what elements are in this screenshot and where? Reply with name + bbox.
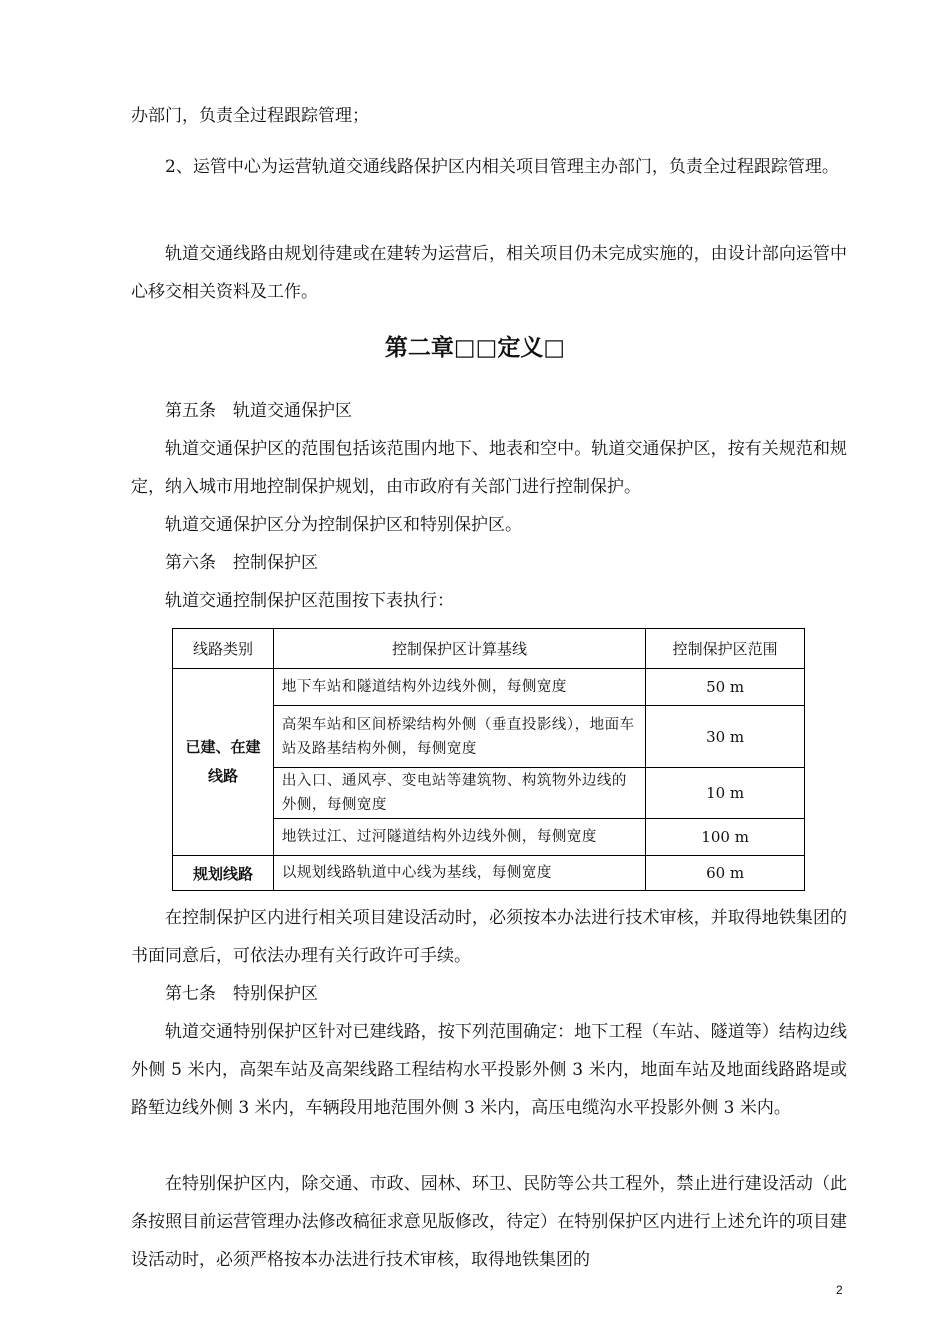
article-5-body-2: 轨道交通保护区分为控制保护区和特别保护区。	[165, 515, 522, 535]
table-cell-value: 10 m	[646, 768, 805, 819]
category-built-label: 已建、在建线路	[185, 738, 261, 785]
table-cell-desc: 地铁过江、过河隧道结构外边线外侧，每侧宽度	[273, 819, 645, 856]
table-header: 控制保护区范围	[646, 629, 805, 669]
paragraph-continuation: 办部门，负责全过程跟踪管理；	[131, 106, 369, 126]
article-5-title: 第五条 轨道交通保护区	[165, 401, 352, 421]
table-row	[173, 856, 805, 891]
article-7-body: 轨道交通特别保护区针对已建线路，按下列范围确定：地下工程（车站、隧道等）结构边线外侧 5 米内，高架车站及高架线路工程结构水平投影外侧 3 米内，地面车站及地面线路路堤或路堑边线外侧 3 米内，车辆段用地范围外侧 3 米内，高压电缆沟水平投影外侧 3 米内。	[131, 1022, 847, 1118]
paragraph-after-table: 在控制保护区内进行相关项目建设活动时，必须按本办法进行技术审核，并取得地铁集团的书面同意后，可依法办理有关行政许可手续。	[131, 908, 847, 966]
article-7-body-2: 在特别保护区内，除交通、市政、园林、环卫、民防等公共工程外，禁止进行建设活动（此条按照目前运营管理办法修改稿征求意见版修改，待定）在特别保护区内进行上述允许的项目建设活动时，必须严格按本办法进行技术审核，取得地铁集团的	[131, 1174, 847, 1270]
protection-zone-table	[172, 628, 805, 891]
article-7-title: 第七条 特别保护区	[165, 984, 318, 1004]
table-cell-desc: 高架车站和区间桥梁结构外侧（垂直投影线），地面车站及路基结构外侧，每侧宽度	[273, 706, 645, 768]
table-cell-desc: 地下车站和隧道结构外边线外侧，每侧宽度	[273, 669, 645, 706]
table-cell-value: 50 m	[646, 669, 805, 706]
category-planned-label: 规划线路	[173, 856, 274, 891]
article-5-body: 轨道交通保护区的范围包括该范围内地下、地表和空中。轨道交通保护区，按有关规范和规定，纳入城市用地控制保护规划，由市政府有关部门进行控制保护。	[131, 439, 847, 497]
paragraph-transfer: 轨道交通线路由规划待建或在建转为运营后，相关项目仍未完成实施的，由设计部向运管中心移交相关资料及工作。	[131, 244, 847, 302]
table-cell-value: 60 m	[646, 856, 805, 891]
table-header: 线路类别	[173, 629, 274, 669]
article-6-title: 第六条 控制保护区	[165, 553, 318, 573]
table-cell-desc: 以规划线路轨道中心线为基线，每侧宽度	[273, 856, 645, 891]
table-cell-value: 100 m	[646, 819, 805, 856]
paragraph-item-2: 2、运管中心为运营轨道交通线路保护区内相关项目管理主办部门，负责全过程跟踪管理。	[165, 157, 839, 177]
category-built-cell	[173, 669, 274, 856]
table-cell-value: 30 m	[646, 706, 805, 768]
table-header-row	[173, 629, 805, 669]
table-cell-desc: 出入口、通风亭、变电站等建筑物、构筑物外边线的外侧，每侧宽度	[273, 768, 645, 819]
article-6-intro: 轨道交通控制保护区范围按下表执行：	[165, 591, 454, 611]
page-number: 2	[836, 1283, 843, 1297]
table-header: 控制保护区计算基线	[273, 629, 645, 669]
table-row	[173, 669, 805, 706]
chapter-title: 第二章□□定义□	[384, 334, 566, 361]
